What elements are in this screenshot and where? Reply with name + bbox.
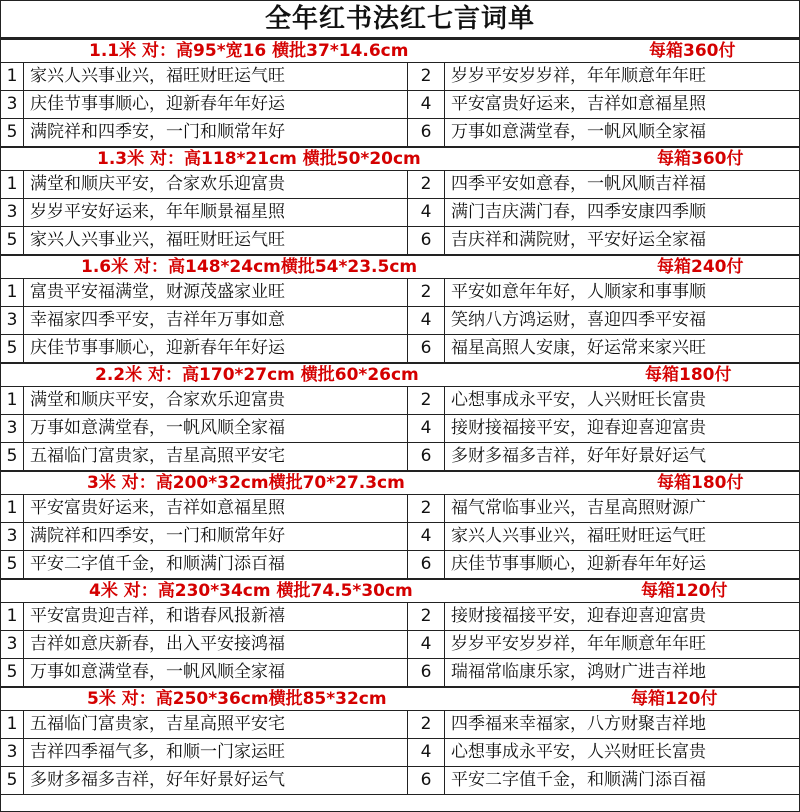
couplet-number: 4 [408, 415, 445, 442]
couplet-row [1, 443, 799, 471]
couplet-row [1, 631, 799, 659]
couplet-number: 1 [1, 603, 24, 630]
couplet-text: 满门吉庆满门春，四季安康四季顺 [451, 202, 706, 222]
couplet-number: 2 [408, 603, 445, 630]
size-spec: 1.1米 对：高95*宽16 横批37*14.6cm [89, 41, 409, 61]
couplet-number: 2 [408, 711, 445, 738]
couplet-number: 5 [1, 443, 24, 470]
couplet-text: 福星高照人安康，好运常来家兴旺 [451, 338, 706, 358]
couplet-number: 6 [408, 443, 445, 470]
box-quantity: 每箱180付 [657, 473, 744, 493]
couplet-number: 2 [408, 171, 445, 198]
couplet-number: 2 [408, 387, 445, 414]
couplet-text: 岁岁平安岁岁祥，年年顺意年年旺 [451, 66, 706, 86]
couplet-text: 笑纳八方鸿运财，喜迎四季平安福 [451, 310, 706, 330]
sections-container [1, 39, 799, 795]
size-spec: 3米 对：高200*32cm横批70*27.3cm [87, 473, 405, 493]
couplet-text: 富贵平安福满堂，财源茂盛家业旺 [24, 279, 408, 306]
size-section-header [1, 255, 799, 279]
couplet-number: 3 [1, 523, 24, 550]
couplet-text: 岁岁平安岁岁祥，年年顺意年年旺 [451, 634, 706, 654]
couplet-text: 接财接福接平安，迎春迎喜迎富贵 [451, 418, 706, 438]
couplet-number: 4 [408, 199, 445, 226]
couplet-number: 1 [1, 387, 24, 414]
couplet-text: 五福临门富贵家，吉星高照平安宅 [24, 443, 408, 470]
couplet-text: 庆佳节事事顺心，迎新春年年好运 [24, 91, 408, 118]
couplet-row [1, 227, 799, 255]
couplet-text: 吉庆祥和满院财，平安好运全家福 [451, 230, 706, 250]
couplet-row [1, 279, 799, 307]
couplet-text: 满院祥和四季安，一门和顺常年好 [24, 523, 408, 550]
couplet-number: 1 [1, 279, 24, 306]
couplet-text: 福气常临事业兴，吉星高照财源广 [451, 498, 706, 518]
couplet-row [1, 119, 799, 147]
couplet-number: 2 [408, 279, 445, 306]
size-section-header [1, 471, 799, 495]
box-quantity: 每箱120付 [631, 689, 718, 709]
couplet-text: 家兴人兴事业兴，福旺财旺运气旺 [24, 63, 408, 90]
couplet-row [1, 603, 799, 631]
couplet-text: 满堂和顺庆平安，合家欢乐迎富贵 [24, 387, 408, 414]
couplet-number: 4 [408, 739, 445, 766]
couplet-text: 家兴人兴事业兴，福旺财旺运气旺 [451, 526, 706, 546]
couplet-row [1, 659, 799, 687]
size-section-header [1, 687, 799, 711]
couplet-number: 1 [1, 63, 24, 90]
couplet-number: 3 [1, 199, 24, 226]
size-spec: 2.2米 对：高170*27cm 横批60*26cm [95, 365, 419, 385]
couplet-row [1, 199, 799, 227]
couplet-text: 万事如意满堂春，一帆风顺全家福 [24, 415, 408, 442]
couplet-number: 5 [1, 767, 24, 794]
couplet-number: 5 [1, 335, 24, 362]
couplet-text: 平安二字值千金，和顺满门添百福 [451, 770, 706, 790]
couplet-text: 多财多福多吉祥，好年好景好运气 [451, 446, 706, 466]
couplet-text: 吉祥如意庆新春，出入平安接鸿福 [24, 631, 408, 658]
couplet-row [1, 767, 799, 795]
couplet-text: 满院祥和四季安，一门和顺常年好 [24, 119, 408, 146]
couplet-text: 幸福家四季平安，吉祥年万事如意 [24, 307, 408, 334]
box-quantity: 每箱360付 [649, 41, 736, 61]
couplet-text: 庆佳节事事顺心，迎新春年年好运 [451, 554, 706, 574]
size-section-header [1, 579, 799, 603]
couplet-text: 心想事成永平安，人兴财旺长富贵 [451, 390, 706, 410]
couplet-text: 四季福来幸福家，八方财聚吉祥地 [451, 714, 706, 734]
size-section-header [1, 147, 799, 171]
couplet-number: 6 [408, 767, 445, 794]
couplet-text: 多财多福多吉祥，好年好景好运气 [24, 767, 408, 794]
couplet-row [1, 711, 799, 739]
couplet-row [1, 63, 799, 91]
couplet-row [1, 91, 799, 119]
couplet-number: 6 [408, 119, 445, 146]
couplet-number: 3 [1, 739, 24, 766]
size-spec: 5米 对：高250*36cm横批85*32cm [87, 689, 387, 709]
couplet-text: 平安富贵好运来，吉祥如意福星照 [24, 495, 408, 522]
couplet-number: 5 [1, 659, 24, 686]
couplet-number: 1 [1, 171, 24, 198]
couplet-number: 3 [1, 307, 24, 334]
couplet-text: 心想事成永平安，人兴财旺长富贵 [451, 742, 706, 762]
couplet-number: 5 [1, 119, 24, 146]
couplet-number: 5 [1, 227, 24, 254]
couplet-number: 3 [1, 415, 24, 442]
couplet-text: 接财接福接平安，迎春迎喜迎富贵 [451, 606, 706, 626]
couplet-text: 庆佳节事事顺心，迎新春年年好运 [24, 335, 408, 362]
couplet-number: 6 [408, 335, 445, 362]
couplet-text: 岁岁平安好运来，年年顺景福星照 [24, 199, 408, 226]
box-quantity: 每箱180付 [645, 365, 732, 385]
couplet-text: 万事如意满堂春，一帆风顺全家福 [451, 122, 706, 142]
couplet-row [1, 171, 799, 199]
size-spec: 4米 对：高230*34cm 横批74.5*30cm [89, 581, 413, 601]
couplet-row [1, 523, 799, 551]
couplet-text: 平安二字值千金，和顺满门添百福 [24, 551, 408, 578]
couplet-text: 四季平安如意春，一帆风顺吉祥福 [451, 174, 706, 194]
couplet-number: 6 [408, 227, 445, 254]
couplet-number: 5 [1, 551, 24, 578]
couplet-row [1, 415, 799, 443]
couplet-number: 6 [408, 551, 445, 578]
couplet-number: 4 [408, 631, 445, 658]
couplet-number: 1 [1, 495, 24, 522]
couplet-number: 3 [1, 91, 24, 118]
couplet-row [1, 307, 799, 335]
couplet-text: 平安如意年年好，人顺家和事事顺 [451, 282, 706, 302]
couplet-row [1, 495, 799, 523]
size-spec: 1.3米 对：高118*21cm 横批50*20cm [97, 149, 421, 169]
couplet-number: 6 [408, 659, 445, 686]
couplet-number: 4 [408, 523, 445, 550]
couplet-text: 家兴人兴事业兴，福旺财旺运气旺 [24, 227, 408, 254]
couplet-text: 五福临门富贵家，吉星高照平安宅 [24, 711, 408, 738]
box-quantity: 每箱360付 [657, 149, 744, 169]
couplet-row [1, 739, 799, 767]
couplet-text: 满堂和顺庆平安，合家欢乐迎富贵 [24, 171, 408, 198]
couplet-text: 平安富贵迎吉祥，和谐春风报新禧 [24, 603, 408, 630]
couplet-number: 2 [408, 495, 445, 522]
box-quantity: 每箱120付 [641, 581, 728, 601]
couplet-text: 吉祥四季福气多，和顺一门家运旺 [24, 739, 408, 766]
couplet-text: 平安富贵好运来，吉祥如意福星照 [451, 94, 706, 114]
couplet-number: 3 [1, 631, 24, 658]
couplet-text: 瑞福常临康乐家，鸿财广进吉祥地 [451, 662, 706, 682]
box-quantity: 每箱240付 [657, 257, 744, 277]
couplet-row [1, 335, 799, 363]
couplet-row [1, 387, 799, 415]
couplet-number: 2 [408, 63, 445, 90]
size-section-header [1, 39, 799, 63]
couplet-row [1, 551, 799, 579]
couplet-number: 4 [408, 307, 445, 334]
page-title: 全年红书法红七言词单 [1, 1, 799, 39]
couplet-text: 万事如意满堂春，一帆风顺全家福 [24, 659, 408, 686]
size-spec: 1.6米 对：高148*24cm横批54*23.5cm [81, 257, 418, 277]
couplet-number: 1 [1, 711, 24, 738]
couplet-number: 4 [408, 91, 445, 118]
size-section-header [1, 363, 799, 387]
